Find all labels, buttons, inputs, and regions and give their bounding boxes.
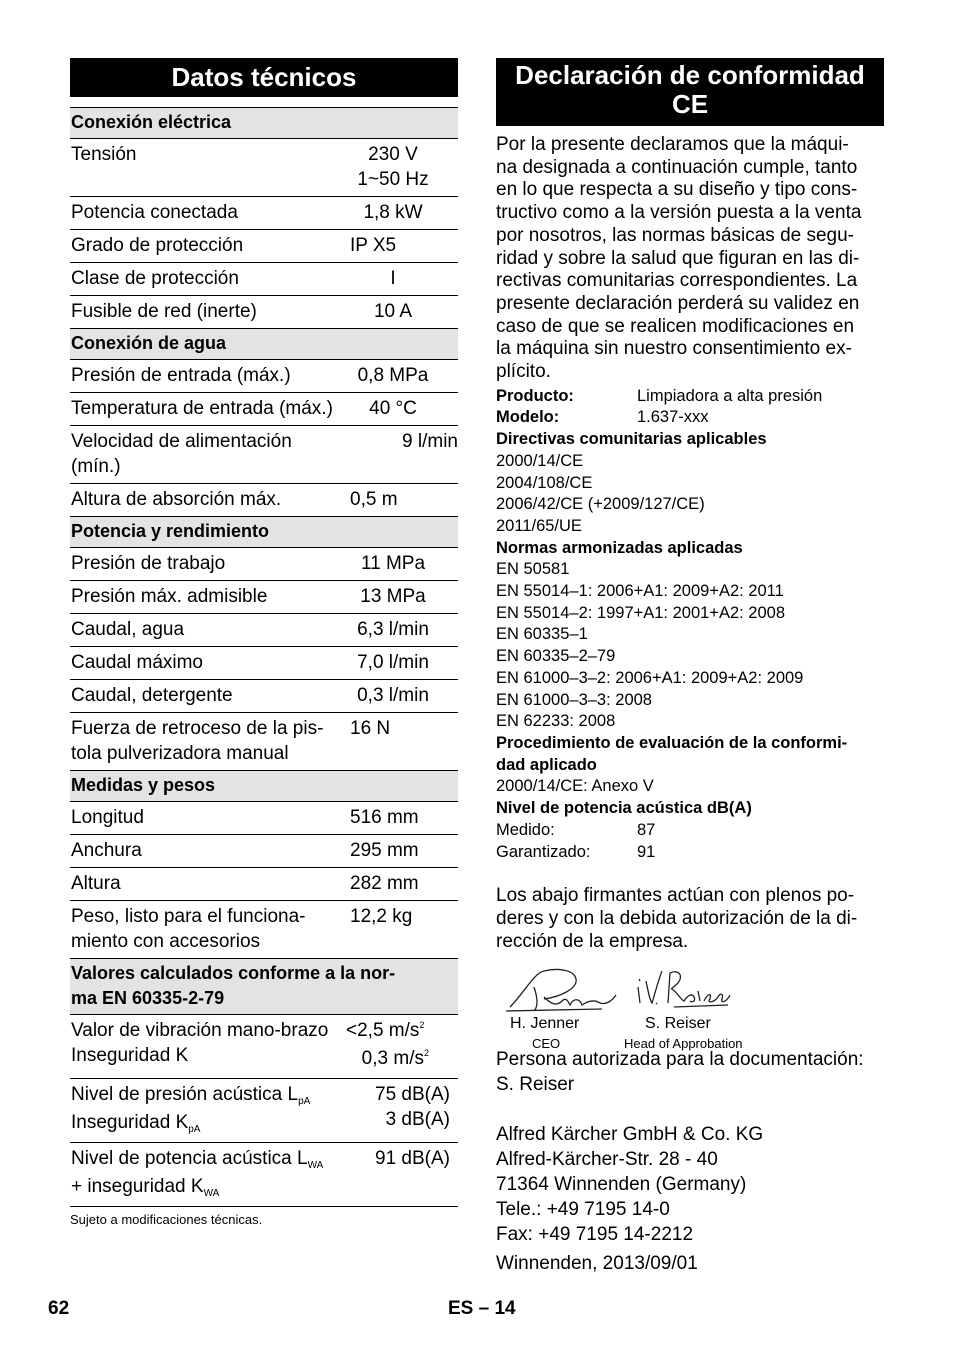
spec-value: 10 A xyxy=(346,296,458,329)
spec-value: 0,3 l/min xyxy=(346,680,458,713)
measured-row: Medido: 87 xyxy=(496,820,656,839)
directives-list: 2000/14/CE 2004/108/CE 2006/42/CE (+2009/127/CE) 2011/65/UE xyxy=(496,451,705,535)
norms-heading: Normas armonizadas aplicadas xyxy=(496,538,743,557)
table-row xyxy=(70,230,458,263)
spec-label: Presión de trabajo xyxy=(70,548,346,581)
technical-data-table xyxy=(70,107,458,1207)
procedure-value: 2000/14/CE: Anexo V xyxy=(496,777,654,796)
table-row xyxy=(70,713,458,771)
sound-power-uncertainty-label: + inseguridad $K_{WA}$ xyxy=(71,1176,220,1199)
spec-label: Fusible de red (inerte) xyxy=(70,296,346,329)
declaration-intro: Por la presente declaramos que la máqui- na designada a continuación cumple, tanto en lo que respecta a su diseño y tipo cons- tructivo como a la versión puesta a la venta por nosotros, las normas básicas de segu- ridad y sobre la salud que figuran en las di- rectivas comunitarias correspondientes. La presente declaración perderá su validez en caso de que se realicen modificaciones en la máquina sin nuestro consentimiento ex- plícito. xyxy=(496,134,862,383)
sound-pressure-uncertainty-value: 3 dB(A) xyxy=(385,1109,450,1130)
sound-pressure-uncertainty-label: Inseguridad $K_{pA}$ xyxy=(71,1112,201,1135)
table-row xyxy=(70,197,458,230)
spec-label: Presión máx. admisible xyxy=(70,581,346,614)
table-row xyxy=(70,1143,458,1207)
page-label: ES – 14 xyxy=(448,1298,516,1319)
company-address: Alfred Kärcher GmbH & Co. KG Alfred-Kärcher-Str. 28 - 40 71364 Winnenden (Germany) Tele.: +49 7195 14-0 Fax: +49 7195 14-2212 xyxy=(496,1124,764,1246)
spec-value: 282 mm xyxy=(346,868,458,901)
norms-list: EN 50581 EN 55014–1: 2006+A1: 2009+A2: 2011 EN 55014–2: 1997+A1: 2001+A2: 2008 EN 60335–1 EN 60335–2–79 EN 61000–3–2: 2006+A1: 2009+A2: 2009 EN 61000–3–3: 2008 EN 62233: 2008 xyxy=(496,560,804,731)
signature-reiser xyxy=(634,967,734,1013)
sound-pressure-value: 75 dB(A) xyxy=(375,1084,450,1105)
signer-2-role: Head of Approbation xyxy=(624,1036,743,1052)
signer-2-name: S. Reiser xyxy=(645,1015,711,1033)
spec-value: 7,0 l/min xyxy=(346,647,458,680)
technical-data-title: Datos técnicos xyxy=(70,58,458,97)
spec-value: 295 mm xyxy=(346,835,458,868)
spec-label: Grado de protección xyxy=(70,230,346,263)
directives-heading: Directivas comunitarias aplicables xyxy=(496,430,767,449)
spec-value: 230 V 1~50 Hz xyxy=(346,139,458,197)
vibration-uncertainty-label: Inseguridad K xyxy=(71,1045,189,1066)
product-row: Producto: Limpiadora a alta presión xyxy=(496,386,823,405)
table-row xyxy=(70,296,458,329)
spec-value: 40 °C xyxy=(346,393,458,426)
procedure-heading: Procedimiento de evaluación de la conformi- dad aplicado xyxy=(496,733,848,774)
table-row xyxy=(70,868,458,901)
table-row xyxy=(70,1015,458,1079)
table-row xyxy=(70,614,458,647)
table-row xyxy=(70,360,458,393)
table-row xyxy=(70,901,458,959)
table-row xyxy=(70,548,458,581)
noise-heading: Nivel de potencia acústica dB(A) xyxy=(496,799,752,818)
guaranteed-row: Garantizado: 91 xyxy=(496,842,656,861)
table-row xyxy=(70,263,458,296)
table-row xyxy=(70,484,458,517)
signature-jenner xyxy=(504,963,619,1015)
spec-label: Velocidad de alimentación (mín.) xyxy=(70,426,346,484)
section-heading: Potencia y rendimiento xyxy=(70,517,458,548)
table-row xyxy=(70,1079,458,1143)
section-heading: Conexión de agua xyxy=(70,329,458,360)
section-heading: Medidas y pesos xyxy=(70,771,458,802)
spec-value: I xyxy=(346,263,458,296)
table-row xyxy=(70,426,458,484)
spec-label: Tensión xyxy=(70,139,346,197)
spec-value: 6,3 l/min xyxy=(346,614,458,647)
table-row xyxy=(70,647,458,680)
table-row xyxy=(70,393,458,426)
sound-power-value: 91 dB(A) xyxy=(375,1148,450,1169)
spec-value: 11 MPa xyxy=(346,548,458,581)
section-heading: Conexión eléctrica xyxy=(70,108,458,139)
spec-label: Clase de protección xyxy=(70,263,346,296)
spec-value: 0,5 m xyxy=(346,484,458,517)
spec-value: 9 l/min xyxy=(346,426,458,484)
spec-value: 1,8 kW xyxy=(346,197,458,230)
spec-label: Caudal máximo xyxy=(70,647,346,680)
spec-value: 12,2 kg xyxy=(346,901,458,959)
place-date: Winnenden, 2013/09/01 xyxy=(496,1253,698,1275)
signers-statement: Los abajo firmantes actúan con plenos po- deres y con la debida autorización de la di- rección de la empresa. xyxy=(496,885,858,952)
spec-label: Fuerza de retroceso de la pis- tola pulverizadora manual xyxy=(70,713,346,771)
spec-value: 516 mm xyxy=(346,802,458,835)
page-number: 62 xyxy=(48,1298,70,1319)
spec-value: 16 N xyxy=(346,713,458,771)
table-row xyxy=(70,581,458,614)
sound-power-label: Nivel de potencia acústica $L_{WA}$ xyxy=(71,1148,324,1171)
vibration-label: Valor de vibración mano-brazo xyxy=(71,1020,329,1041)
declaration-details xyxy=(496,386,884,863)
spec-value: 0,8 MPa xyxy=(346,360,458,393)
sound-pressure-label: Nivel de presión acústica $L_{pA}$ xyxy=(71,1084,311,1107)
model-row: Modelo: 1.637-xxx xyxy=(496,408,709,427)
table-row xyxy=(70,835,458,868)
documentation-person: Persona autorizada para la documentación: S. Reiser xyxy=(496,1049,864,1096)
signatures xyxy=(496,963,884,1052)
table-row xyxy=(70,802,458,835)
spec-label: Peso, listo para el funciona- miento con accesorios xyxy=(70,901,346,959)
footnote: Sujeto a modificaciones técnicas. xyxy=(70,1212,263,1227)
spec-label: Altura xyxy=(70,868,346,901)
table-row xyxy=(70,139,458,197)
spec-label: Potencia conectada xyxy=(70,197,346,230)
spec-value: 13 MPa xyxy=(346,581,458,614)
technical-data-column xyxy=(70,58,458,1227)
spec-label: Presión de entrada (máx.) xyxy=(70,360,346,393)
declaration-column xyxy=(496,58,884,1276)
spec-label: Caudal, detergente xyxy=(70,680,346,713)
spec-label: Anchura xyxy=(70,835,346,868)
spec-label: Temperatura de entrada (máx.) xyxy=(70,393,346,426)
vibration-value: <2,5 $m/s^2$ xyxy=(346,1020,425,1041)
spec-value: IP X5 xyxy=(346,230,458,263)
declaration-title: Declaración de conformidad CE xyxy=(496,58,884,126)
spec-label: Caudal, agua xyxy=(70,614,346,647)
signer-1-role: CEO xyxy=(532,1036,561,1052)
vibration-uncertainty-value: 0,3 $m/s^2$ xyxy=(361,1048,429,1069)
spec-label: Longitud xyxy=(70,802,346,835)
signer-1-name: H. Jenner xyxy=(510,1015,580,1033)
spec-label: Altura de absorción máx. xyxy=(70,484,346,517)
section-heading: Valores calculados conforme a la nor- ma EN 60335-2-79 xyxy=(70,959,458,1015)
table-row xyxy=(70,680,458,713)
